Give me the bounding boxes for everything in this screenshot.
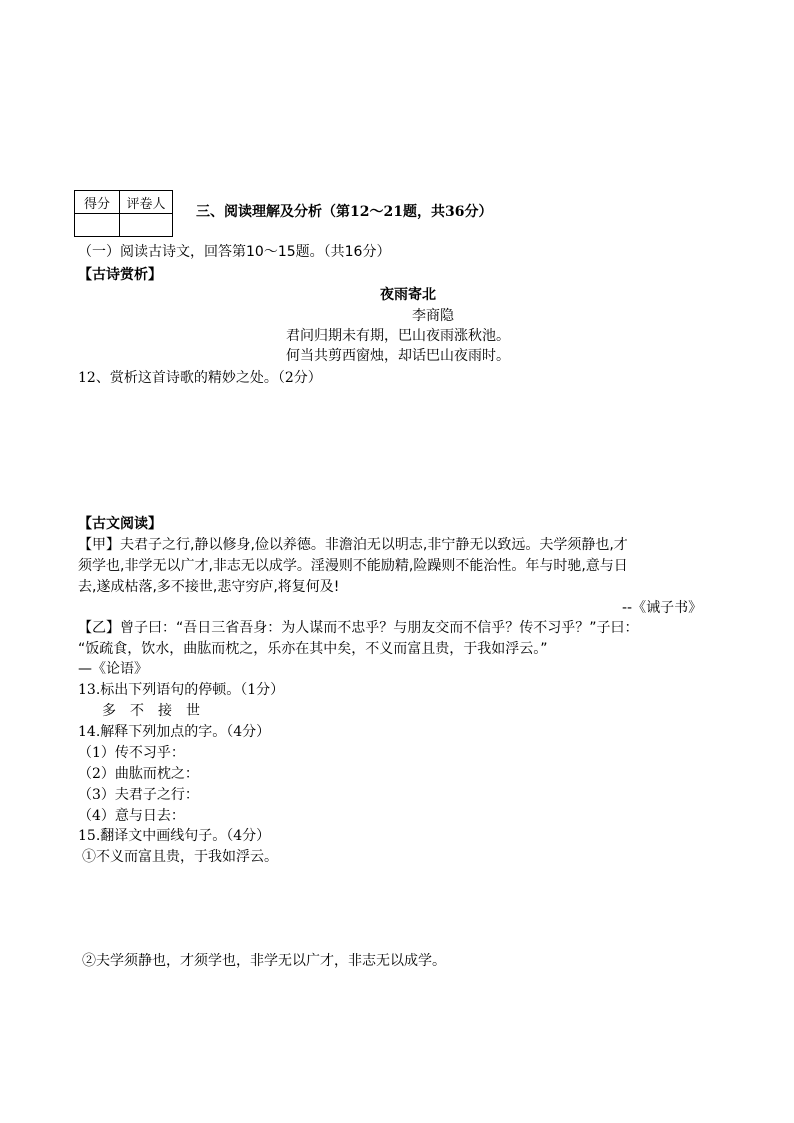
jia-line-2: 须学也,非学无以广才,非志无以成学。淫漫则不能励精,险躁则不能治性。年与时驰,意与日 (78, 558, 628, 574)
yi-line-2: “饭疏食，饮水，曲肱而枕之，乐亦在其中矣，不义而富且贵，于我如浮云。” (78, 641, 548, 657)
question-15-item-1: ①不义而富且贵，于我如浮云。 (82, 849, 278, 865)
question-14-item: （2）曲肱而枕之： (78, 766, 199, 782)
poem-heading: 【古诗赏析】 (78, 267, 162, 283)
question-14-item: （4）意与日去： (78, 808, 185, 824)
grader-cell[interactable] (120, 214, 173, 237)
question-14-item: （1）传不习乎： (78, 745, 185, 761)
yi-source: —《论语》 (78, 661, 148, 677)
question-15-item-2: ②夫学须静也，才须学也，非学无以广才，非志无以成学。 (82, 953, 446, 969)
jia-source: --《诫子书》 (622, 600, 703, 616)
jia-line-1: 【甲】夫君子之行,静以修身,俭以养德。非澹泊无以明志,非宁静无以致远。夫学须静也,才 (78, 537, 628, 553)
jia-line-3: 去,遂成枯落,多不接世,悲守穷庐,将复何及! (78, 579, 340, 595)
score-header: 得分 (75, 191, 120, 214)
subsection-instruction: （一）阅读古诗文，回答第10～15题。（共16分） (78, 244, 391, 260)
question-15: 15.翻译文中画线句子。（4分） (78, 828, 271, 844)
poem-title: 夜雨寄北 (380, 287, 436, 303)
poem-line-2: 何当共剪西窗烛，却话巴山夜雨时。 (286, 348, 510, 364)
poem-author: 李商隐 (412, 308, 454, 324)
question-14-item: （3）夫君子之行： (78, 787, 199, 803)
question-14: 14.解释下列加点的字。（4分） (78, 724, 271, 740)
prose-heading: 【古文阅读】 (78, 516, 162, 532)
question-12: 12、赏析这首诗歌的精妙之处。（2分） (78, 370, 322, 386)
yi-line-1: 【乙】曾子曰：“吾日三省吾身：为人谋而不忠乎？与朋友交而不信乎？传不习乎？”子曰： (78, 620, 639, 636)
score-table (74, 190, 173, 237)
question-13: 13.标出下列语句的停顿。（1分） (78, 682, 285, 698)
poem-line-1: 君问归期未有期，巴山夜雨涨秋池。 (286, 328, 510, 344)
score-cell[interactable] (75, 214, 120, 237)
section-title: 三、阅读理解及分析（第12～21题，共36分） (196, 204, 493, 220)
grader-header: 评卷人 (120, 191, 173, 214)
question-13-phrase: 多 不 接 世 (102, 703, 200, 719)
